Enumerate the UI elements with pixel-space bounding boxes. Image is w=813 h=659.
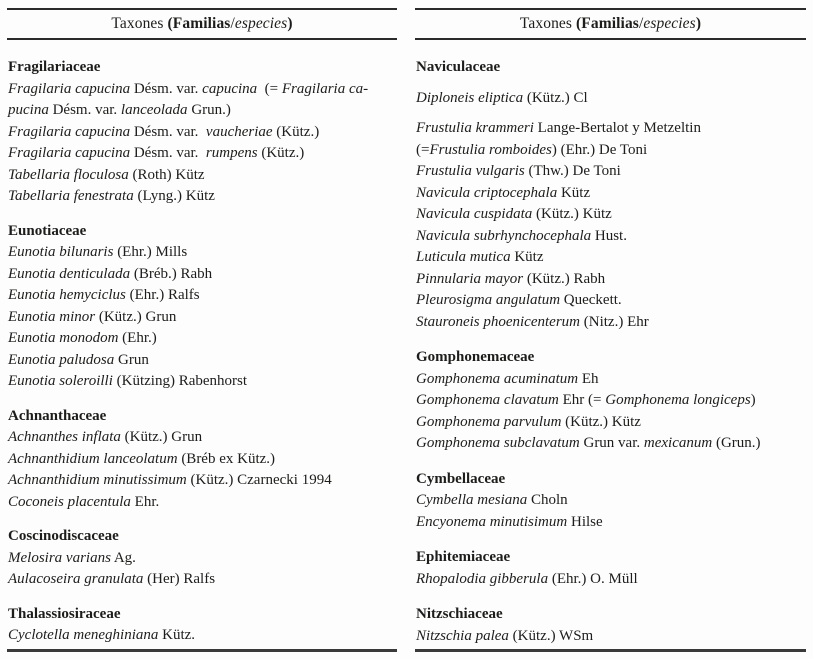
family-section <box>416 469 804 534</box>
species-list <box>8 548 395 591</box>
species-entry: Eunotia bilunaris (Ehr.) Mills <box>8 244 188 260</box>
species-entry: Coconeis placentula Ehr. <box>8 493 160 510</box>
family-section <box>8 526 395 591</box>
species-entry: Navicula cuspidata (Kütz.) Kütz <box>416 206 612 222</box>
table-body-right <box>415 40 806 647</box>
species-entry: Eunotia minor (Kütz.) Grun <box>8 308 177 325</box>
table-header-left: Taxones (Familias / especies ) <box>7 10 397 40</box>
species-list <box>8 427 395 513</box>
species-entry: Fragilaria capucina Désm. var. rumpens (Kütz.) <box>8 145 305 161</box>
species-entry: Gomphonema acuminatum Eh <box>416 370 599 387</box>
species-entry: Pleurosigma angulatum Queckett. <box>416 292 622 308</box>
species-entry: Aulacoseira granulata (Her) Ralfs <box>8 571 216 587</box>
family-name: Coscinodiscaceae <box>8 528 119 544</box>
species-entry: Achnanthes inflata (Kütz.) Grun <box>8 429 203 445</box>
species-entry: Eunotia monodom (Ehr.) <box>8 330 157 346</box>
family-name: Nitzschiaceae <box>416 606 503 622</box>
species-list <box>8 242 395 393</box>
family-name: Cymbellaceae <box>416 470 506 487</box>
family-name: Fragilariaceae <box>8 59 101 75</box>
taxon-table-left <box>7 8 397 652</box>
species-entry: Stauroneis phoenicenterum (Nitz.) Ehr <box>416 313 649 330</box>
family-name: Ephitemiaceae <box>416 549 511 565</box>
species-entry: Frustulia krammeri Lange-Bertalot y Metzeltin (=Frustulia romboides) (Ehr.) De Toni <box>416 120 701 158</box>
species-entry: Fragilaria capucina Désm. var. vaucheriae (Kütz.) <box>8 123 320 140</box>
family-name: Thalassiosiraceae <box>8 605 121 622</box>
family-section <box>8 57 395 208</box>
species-entry: Frustulia vulgaris (Thw.) De Toni <box>416 163 621 179</box>
family-section <box>416 57 804 333</box>
species-entry: Luticula mutica Kütz <box>416 249 544 265</box>
species-entry: Eunotia hemyciclus (Ehr.) Ralfs <box>8 287 200 303</box>
species-entry: Eunotia denticulada (Bréb.) Rabh <box>8 265 213 282</box>
family-section <box>8 221 395 393</box>
species-entry: Tabellaria fenestrata (Lyng.) Kütz <box>8 188 215 204</box>
species-entry: Encyonema minutisimum Hilse <box>416 513 603 530</box>
species-entry: Cymbella mesiana Choln <box>416 492 568 508</box>
species-entry: Gomphonema subclavatum Grun var. mexicanum (Grun.) <box>416 435 761 451</box>
species-entry: Navicula criptocephala Kütz <box>416 184 591 201</box>
species-entry: Fragilaria capucina Désm. var. capucina (= Fragilaria ca- pucina Désm. var. lanceolada Grun.) <box>8 80 369 118</box>
species-entry: Eunotia paludosa Grun <box>8 351 149 368</box>
species-list <box>416 626 804 648</box>
species-entry: Nitzschia palea (Kütz.) WSm <box>416 627 594 644</box>
family-section <box>416 547 804 590</box>
family-section <box>416 347 804 455</box>
family-section <box>416 604 804 647</box>
species-list <box>8 625 395 647</box>
species-list <box>8 79 395 208</box>
species-entry: Cyclotella meneghiniana Kütz. <box>8 627 196 643</box>
species-entry: Achnanthidium minutissimum (Kütz.) Czarnecki 1994 <box>8 472 332 488</box>
table-body-left <box>7 40 397 647</box>
species-list <box>416 88 804 334</box>
family-name: Naviculaceae <box>416 59 501 75</box>
species-entry: Diploneis eliptica (Kütz.) Cl <box>416 89 588 106</box>
species-entry: Pinnularia mayor (Kütz.) Rabh <box>416 270 606 287</box>
species-entry: Rhopalodia gibberula (Ehr.) O. Müll <box>416 570 638 587</box>
species-entry: Navicula subrhynchocephala Hust. <box>416 227 627 244</box>
family-name: Gomphonemaceae <box>416 349 535 365</box>
species-entry: Achnanthidium lanceolatum (Bréb ex Kütz.) <box>8 450 276 467</box>
family-name: Eunotiaceae <box>8 222 87 239</box>
family-section <box>8 406 395 514</box>
species-list <box>416 569 804 591</box>
species-list <box>416 490 804 533</box>
family-section <box>8 604 395 647</box>
species-list <box>416 369 804 455</box>
table-columns <box>7 8 813 652</box>
species-entry: Tabellaria floculosa (Roth) Kütz <box>8 166 205 183</box>
species-entry: Melosira varians Ag. <box>8 549 136 566</box>
family-name: Achnanthaceae <box>8 407 107 424</box>
species-entry: Gomphonema clavatum Ehr (= Gomphonema longiceps) <box>416 392 756 408</box>
species-entry: Eunotia soleroilli (Kützing) Rabenhorst <box>8 373 248 389</box>
table-header-right: Taxones (Familias / especies ) <box>415 10 806 40</box>
taxon-table-right <box>415 8 806 652</box>
species-entry: Gomphonema parvulum (Kütz.) Kütz <box>416 413 641 430</box>
